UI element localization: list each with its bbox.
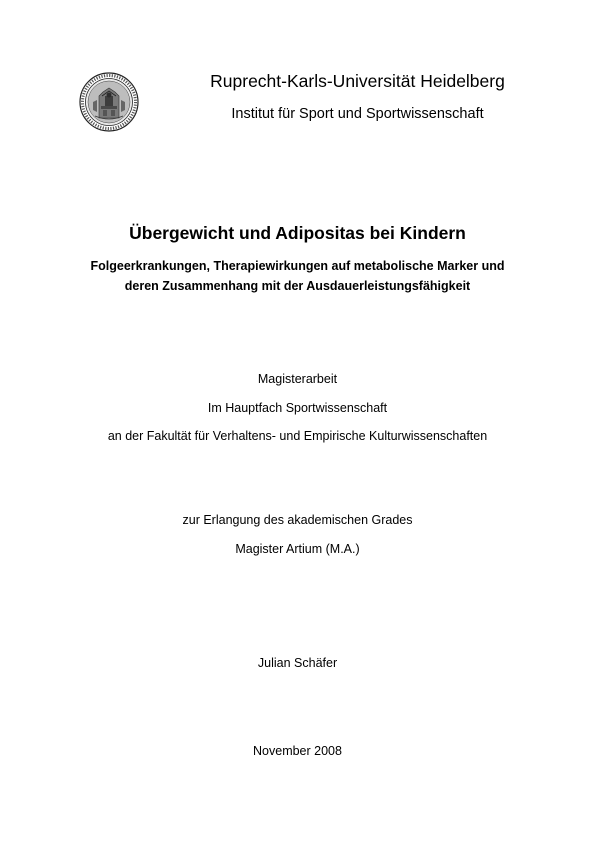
thesis-major: Im Hauptfach Sportwissenschaft bbox=[207, 401, 388, 415]
thesis-faculty: an der Fakultät für Verhaltens- und Empirische Kulturwissenschaften bbox=[107, 429, 488, 443]
submission-date: November 2008 bbox=[253, 744, 342, 758]
university-seal-icon bbox=[79, 72, 139, 132]
thesis-subtitle-line-2: deren Zusammenhang mit der Ausdauerleistungsfähigkeit bbox=[124, 279, 471, 293]
thesis-subtitle-line-1: Folgeerkrankungen, Therapiewirkungen auf metabolische Marker und bbox=[90, 259, 505, 273]
thesis-title: Übergewicht und Adipositas bei Kindern bbox=[129, 223, 466, 243]
degree-name: Magister Artium (M.A.) bbox=[235, 542, 360, 556]
university-name: Ruprecht-Karls-Universität Heidelberg bbox=[210, 71, 505, 91]
institute-name: Institut für Sport und Sportwissenschaft bbox=[231, 106, 484, 122]
degree-purpose: zur Erlangung des akademischen Grades bbox=[182, 513, 413, 527]
author-name: Julian Schäfer bbox=[257, 656, 338, 670]
thesis-type: Magisterarbeit bbox=[257, 372, 338, 386]
